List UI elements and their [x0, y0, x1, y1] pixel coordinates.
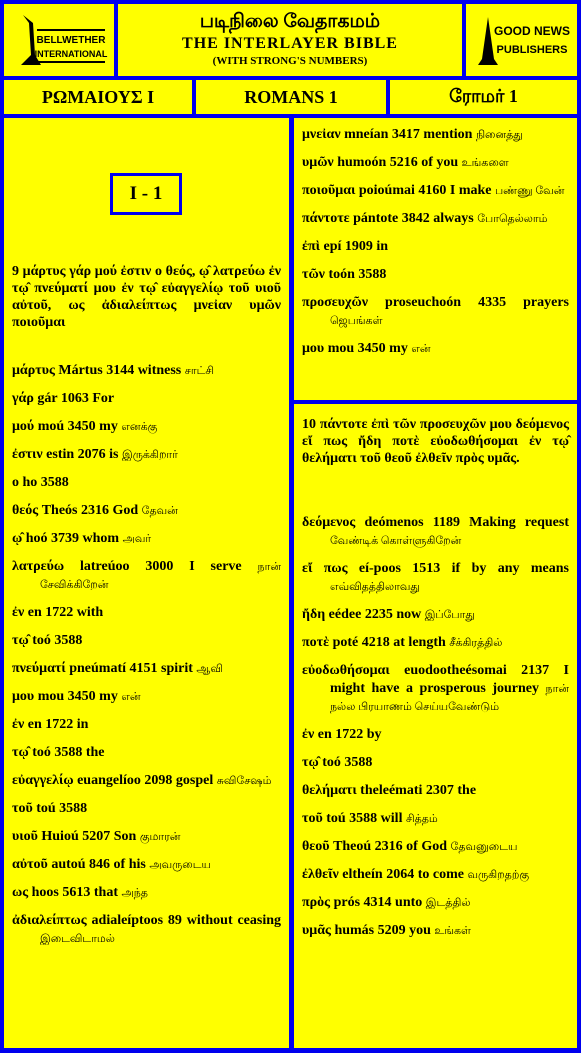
- word-entry: [302, 210, 569, 228]
- greek-word: ως: [12, 885, 29, 900]
- greek-word: αὐτοῦ: [12, 857, 48, 872]
- english-gloss: eí-poos 1513 if by any means: [358, 561, 569, 576]
- tamil-gloss: சாட்சி: [184, 365, 214, 377]
- tamil-gloss: நினைத்து: [475, 129, 523, 141]
- tamil-gloss: வேண்டிக் கொள்ளுகிறேன்: [330, 535, 462, 547]
- left-word-list: [12, 362, 281, 958]
- greek-word: υμῶν: [302, 155, 334, 170]
- greek-word: ποιοῦμαι: [302, 183, 356, 198]
- word-entry: [12, 856, 281, 874]
- english-gloss: euangelíoo 2098 gospel: [77, 773, 214, 788]
- english-gloss: epí 1909 in: [323, 239, 389, 254]
- logo-left-line1: BELLWETHER: [36, 35, 106, 46]
- word-entry: [12, 632, 281, 650]
- english-gloss: humás 5209 you: [334, 923, 431, 938]
- word-entry: [302, 894, 569, 912]
- english-gloss: en 1722 by: [317, 727, 382, 742]
- tamil-gloss: ஆவி: [196, 663, 223, 675]
- english-gloss: theleémati 2307 the: [360, 783, 477, 798]
- word-entry: [302, 782, 569, 800]
- word-entry: [302, 810, 569, 828]
- word-entry: [302, 126, 569, 144]
- greek-word: τοῦ: [12, 801, 33, 816]
- english-gloss: Huioú 5207 Son: [41, 829, 137, 844]
- right-top-column: [294, 118, 577, 400]
- greek-word: ο: [12, 475, 19, 490]
- english-gloss: eltheín 2064 to come: [342, 867, 464, 882]
- greek-word: πνεύματί: [12, 661, 66, 676]
- greek-word: θεοῦ: [302, 839, 330, 854]
- greek-word: ἐπὶ: [302, 239, 320, 254]
- greek-word: γάρ: [12, 391, 34, 406]
- english-gloss: en 1722 in: [27, 717, 89, 732]
- english-gloss: moú 3450 my: [37, 419, 118, 434]
- english-gloss: Theoú 2316 of God: [333, 839, 448, 854]
- english-gloss: Mártus 3144 witness: [58, 363, 182, 378]
- greek-word: ἐν: [12, 717, 25, 732]
- book-title-english: ROMANS 1: [196, 80, 386, 114]
- word-entry: [12, 502, 281, 520]
- word-entry: [302, 634, 569, 652]
- greek-word: μνεἰαν: [302, 127, 341, 142]
- greek-word: τοῦ: [302, 811, 323, 826]
- tamil-gloss: எனக்கு: [121, 421, 158, 433]
- tamil-gloss: இருக்கிறார்: [122, 449, 178, 461]
- greek-word: τῳ̂: [12, 745, 29, 760]
- word-entry: [12, 446, 281, 464]
- word-entry: [12, 604, 281, 622]
- greek-word: μου: [12, 689, 35, 704]
- english-gloss: toó 3588 the: [32, 745, 105, 760]
- english-gloss: deómenos 1189 Making request: [364, 515, 570, 530]
- greek-word: ἐν: [12, 605, 25, 620]
- verse-9-text: 9 μάρτυς γάρ μού ἐστιν ο θεός, ῳ̂ λατρεύω ἐν τῳ̂ πνεύματί μου ἐν τῳ̂ εὐαγγελίῳ τοῦ υιοῦ αὐτοῦ, ως ἀδιαλείπτως μνεἰαν υμῶν ποιοῦμαι: [12, 264, 281, 330]
- tamil-gloss: எவ்விதத்திலாவது: [330, 581, 420, 593]
- greek-word: πάντοτε: [302, 211, 350, 226]
- english-gloss: adialeíptoos 89 without ceasing: [91, 913, 282, 928]
- greek-word: υμᾶς: [302, 923, 331, 938]
- word-entry: [302, 514, 569, 550]
- word-entry: [12, 772, 281, 790]
- word-entry: [12, 744, 281, 762]
- english-gloss: hoó 3739 whom: [25, 531, 120, 546]
- word-entry: [12, 558, 281, 594]
- greek-word: ἐστιν: [12, 447, 43, 462]
- english-gloss: prós 4314 unto: [333, 895, 423, 910]
- word-entry: [12, 474, 281, 492]
- word-entry: [302, 182, 569, 200]
- english-gloss: Theós 2316 God: [41, 503, 139, 518]
- english-gloss: humoón 5216 of you: [337, 155, 459, 170]
- title-tamil: படிநிலை வேதாகமம்: [199, 11, 381, 32]
- right-bottom-column: [294, 404, 577, 1048]
- tamil-gloss: பண்ணு வேன்: [495, 185, 565, 197]
- english-gloss: en 1722 with: [27, 605, 104, 620]
- english-gloss: toó 3588: [32, 633, 83, 648]
- tamil-gloss: ஜெபங்கள்: [330, 315, 383, 327]
- word-entry: [12, 530, 281, 548]
- tamil-gloss: அந்த: [121, 887, 148, 899]
- english-gloss: latreúoo 3000 I serve: [80, 559, 242, 574]
- word-entry: [302, 560, 569, 596]
- tamil-gloss: குமாரன்: [139, 831, 181, 843]
- word-entry: [302, 726, 569, 744]
- logo-right-line2: PUBLISHERS: [496, 44, 567, 56]
- english-gloss: toón 3588: [328, 267, 387, 282]
- english-gloss: toú 3588 will: [326, 811, 403, 826]
- right-top-word-list: [302, 126, 569, 368]
- tamil-gloss: இப்போது: [424, 609, 475, 621]
- tamil-gloss: வருகிறதற்கு: [467, 869, 530, 881]
- tamil-gloss: போதெல்லாம்: [477, 213, 548, 225]
- tamil-gloss: சீக்கிரத்தில்: [449, 637, 503, 649]
- logo-right-line1: GOOD NEWS: [493, 24, 570, 38]
- greek-word: εὐαγγελίῳ: [12, 773, 74, 788]
- word-entry: [12, 660, 281, 678]
- greek-word: μάρτυς: [12, 363, 55, 378]
- word-entry: [12, 800, 281, 818]
- word-entry: [12, 390, 281, 408]
- word-entry: [302, 294, 569, 330]
- english-gloss: mou 3450 my: [327, 341, 408, 356]
- greek-word: τῶν: [302, 267, 325, 282]
- logo-left-line2: INTERNATIONAL: [34, 49, 108, 59]
- word-entry: [302, 662, 569, 716]
- word-entry: [12, 912, 281, 948]
- tamil-gloss: உங்களை: [461, 157, 509, 169]
- left-column: [4, 118, 289, 1048]
- greek-word: εὐοδωθήσομαι: [302, 663, 390, 678]
- english-gloss: pneúmatí 4151 spirit: [69, 661, 193, 676]
- word-entry: [302, 266, 569, 284]
- greek-word: ἀδιαλείπτως: [12, 913, 87, 928]
- chapter-reference: I - 1: [110, 173, 182, 215]
- title-block: [118, 4, 462, 76]
- tamil-gloss: நான் சேவிக்கிறேன்: [40, 561, 282, 591]
- english-gloss: autoú 846 of his: [51, 857, 146, 872]
- english-gloss: poioúmai 4160 I make: [358, 183, 492, 198]
- english-gloss: gár 1063 For: [37, 391, 115, 406]
- greek-word: τῳ̂: [12, 633, 29, 648]
- book-title-tamil: ரோமர் 1: [390, 80, 577, 114]
- tamil-gloss: என்: [411, 343, 431, 355]
- word-entry: [12, 716, 281, 734]
- greek-word: ἐν: [302, 727, 315, 742]
- word-entry: [302, 340, 569, 358]
- word-entry: [302, 866, 569, 884]
- greek-word: θεός: [12, 503, 39, 518]
- word-entry: [302, 238, 569, 256]
- word-entry: [12, 418, 281, 436]
- word-entry: [12, 884, 281, 902]
- bellwether-logo: [4, 4, 114, 76]
- tamil-gloss: அவர்: [122, 533, 152, 545]
- word-entry: [12, 828, 281, 846]
- greek-word: τῳ̂: [302, 755, 319, 770]
- tamil-gloss: நான் நல்ல பிரயாணம் செய்யவேண்டும்: [330, 683, 569, 713]
- title-english: THE INTERLAYER BIBLE: [182, 35, 398, 52]
- word-entry: [302, 606, 569, 624]
- right-bottom-word-list: [302, 514, 569, 950]
- greek-word: δεόμενος: [302, 515, 356, 530]
- greek-word: ῳ̂: [12, 531, 23, 546]
- greek-word: εἴ πως: [302, 561, 348, 576]
- english-gloss: euodootheésomai 2137 I might have a prosperous journey: [330, 663, 569, 696]
- greek-word: μου: [302, 341, 325, 356]
- greek-word: ποτὲ: [302, 635, 330, 650]
- english-gloss: mneían 3417 mention: [344, 127, 473, 142]
- title-subtitle: (WITH STRONG'S NUMBERS): [212, 55, 368, 67]
- tamil-gloss: சித்தம்: [405, 813, 438, 825]
- good-news-logo: [466, 4, 577, 76]
- english-gloss: mou 3450 my: [37, 689, 118, 704]
- english-gloss: toú 3588: [36, 801, 88, 816]
- greek-word: υιοῦ: [12, 829, 38, 844]
- tamil-gloss: தேவனுடைய: [450, 841, 518, 853]
- greek-word: μού: [12, 419, 35, 434]
- tamil-gloss: சுவிசேஷம்: [216, 775, 272, 787]
- word-entry: [302, 838, 569, 856]
- word-entry: [302, 154, 569, 172]
- tamil-gloss: அவருடைய: [149, 859, 211, 871]
- english-gloss: eédee 2235 now: [328, 607, 422, 622]
- english-gloss: ho 3588: [22, 475, 69, 490]
- greek-word: ἐλθεῖν: [302, 867, 339, 882]
- greek-word: πρὸς: [302, 895, 331, 910]
- greek-word: προσευχῶν: [302, 295, 368, 310]
- word-entry: [302, 922, 569, 940]
- word-entry: [12, 688, 281, 706]
- tamil-gloss: இடைவிடாமல்: [40, 933, 115, 945]
- verse-10-text: 10 πάντοτε ἐπὶ τῶν προσευχῶν μου δεόμενος εἴ πως ἤδη ποτὲ εὐοδωθήσομαι ἐν τῳ̂ θελήματι τοῦ θεοῦ ἐλθεῖν πρὸς υμᾶς.: [302, 417, 569, 466]
- english-gloss: estin 2076 is: [46, 447, 119, 462]
- english-gloss: toó 3588: [322, 755, 373, 770]
- word-entry: [12, 362, 281, 380]
- word-entry: [302, 754, 569, 772]
- english-gloss: hoos 5613 that: [31, 885, 118, 900]
- tamil-gloss: தேவன்: [141, 505, 178, 517]
- book-title-greek: ΡΩΜΑΙΟΥΣ Ι: [4, 80, 192, 114]
- tamil-gloss: என்: [121, 691, 141, 703]
- english-gloss: pántote 3842 always: [353, 211, 474, 226]
- tamil-gloss: இடத்தில்: [425, 897, 471, 909]
- tamil-gloss: உங்கள்: [434, 925, 471, 937]
- greek-word: ἤδη: [302, 607, 326, 622]
- greek-word: λατρεύω: [12, 559, 65, 574]
- english-gloss: proseuchoón 4335 prayers: [385, 295, 570, 310]
- greek-word: θελήματι: [302, 783, 357, 798]
- english-gloss: poté 4218 at length: [332, 635, 446, 650]
